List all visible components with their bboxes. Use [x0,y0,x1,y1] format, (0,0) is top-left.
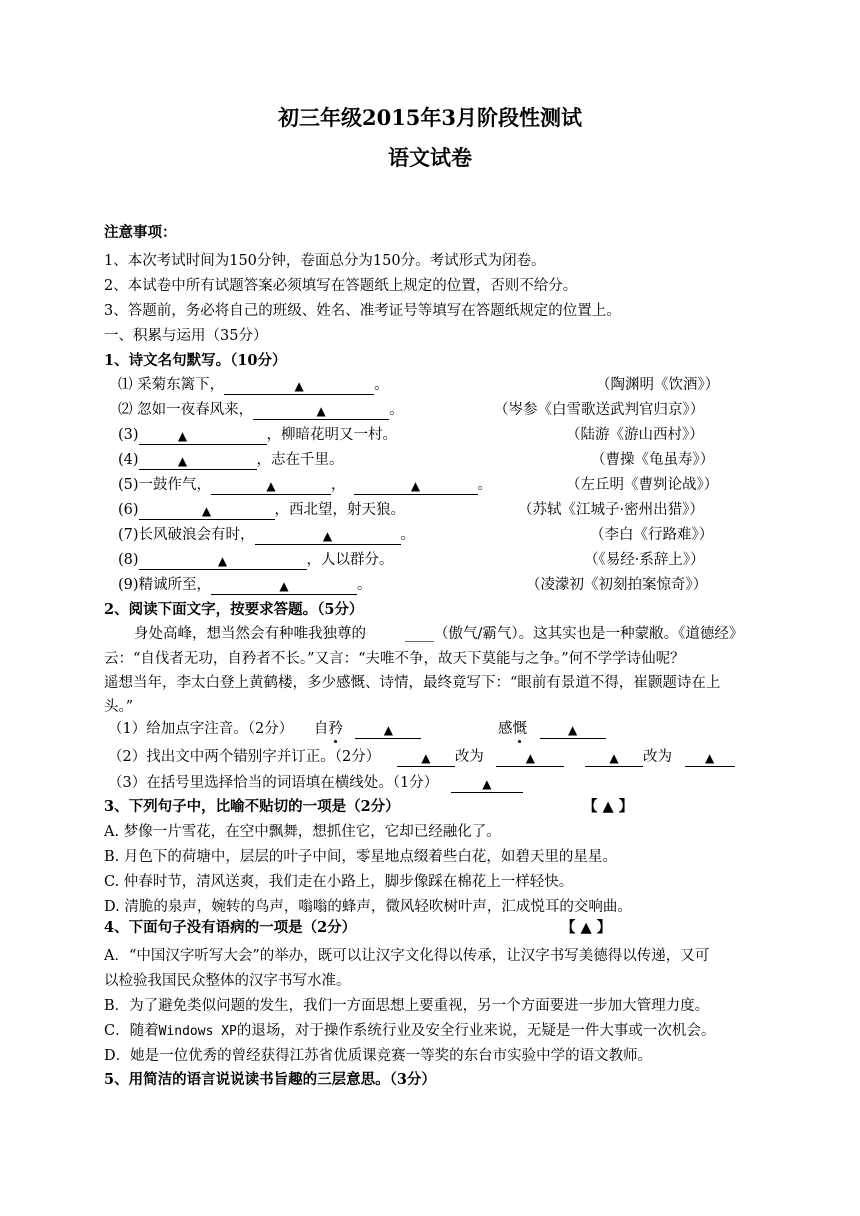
question-2-heading: 2、阅读下面文字，按要求答题。（5分） [104,601,364,618]
triangle-marker-icon: ▲ [316,404,326,418]
answer-blank[interactable] [211,476,331,495]
answer-bracket[interactable]: 【 ▲ 】 [561,919,612,936]
answer-blank[interactable] [397,748,455,767]
answer-blank[interactable] [255,526,401,545]
triangle-marker-icon: ▲ [410,479,421,493]
option-a: A．“中国汉字听写大会”的举办，既可以让汉字文化得以传承，让汉字书写美德得以传递，又可 [104,948,710,964]
triangle-marker-icon: ▲ [322,529,333,543]
triangle-marker-icon: ▲ [266,479,276,493]
option-d: D．她是一位优秀的曾经获得江苏省优质课竞赛一等奖的东台市实验中学的语文教师。 [104,1048,653,1064]
line-prefix: (7)长风破浪会有时， [118,527,255,543]
passage-line: 头。” [104,699,134,715]
passage-line: 身处高峰，想当然会有种唯我独尊的 [134,626,366,642]
triangle-marker-icon: ▲ [201,504,212,518]
passage-line: 云：“自伐者无功，自矜者不长。”又言：“夫唯不争，故天下莫能与之争。”何不学学诗仙呢？ [104,651,685,667]
notice-item: 1、本次考试时间为150分钟，卷面总分为150分。考试形式为闭卷。 [104,253,546,269]
subquestion-label: （1）给加点字注音。（2分） [108,721,294,737]
exam-subtitle: 语文试卷 [388,145,472,170]
answer-blank[interactable] [139,451,257,470]
option-c: C. 仲春时节，清风送爽，我们走在小路上，脚步像踩在棉花上一样轻快。 [104,874,574,890]
answer-blank[interactable] [211,576,357,595]
line-source: （曹操《龟虽寿》） [591,452,715,468]
triangle-marker-icon: ▲ [482,777,492,791]
subquestion-1: （1）给加点字注音。（2分） 自矜 ▲ 感慨 ▲ [108,719,606,739]
option-b: B. 月色下的荷塘中，层层的叶子中间，零星地点缀着些白花，如碧天里的星星。 [104,849,617,865]
answer-blank[interactable] [139,426,267,445]
dotted-char: 矜 [328,721,343,737]
triangle-marker-icon: ▲ [705,751,715,765]
answer-blank[interactable] [496,748,564,767]
answer-blank[interactable] [585,748,643,767]
section-heading: 一、积累与运用（35分） [104,328,268,344]
line-suffix: ，柳暗花明又一村。 [266,427,398,443]
line-prefix: (6) [118,502,139,518]
triangle-marker-icon: ▲ [177,429,188,443]
line-suffix: 。 [374,377,389,393]
line-prefix: ⑵ 忽如一夜春风来， [118,402,254,418]
answer-blank[interactable] [224,376,374,395]
exam-title: 初三年级2015年3月阶段性测试 [277,105,583,130]
answer-bracket[interactable]: 【 ▲ 】 [583,798,634,815]
triangle-marker-icon: ▲ [217,554,228,568]
question-3-heading: 3、下列句子中，比喻不贴切的一项是（2分） [104,798,400,815]
notice-item: 2、本试卷中所有试题答案必须填写在答题纸上规定的位置，否则不给分。 [104,278,578,294]
triangle-marker-icon: ▲ [383,723,394,737]
line-source: （陶渊明《饮酒》） [596,377,720,393]
line-prefix: ⑴ 采菊东篱下， [118,377,225,393]
triangle-marker-icon: ▲ [177,454,188,468]
answer-blank[interactable] [540,720,606,739]
line-suffix: 。 [477,477,493,493]
passage-line: 遥想当年，李太白登上黄鹤楼，多少感慨、诗情，最终竟写下：“眼前有景道不得，崔颢题诗在上 [104,675,721,691]
subquestion-2: （2）找出文中两个错别字并订正。（2分） ▲ 改为 ▲ ▲ 改为 ▲ [108,747,735,767]
line-suffix: ，西北望，射天狼。 [274,502,406,518]
triangle-marker-icon: ▲ [568,723,578,737]
line-prefix: (5)一鼓作气， [118,477,212,493]
answer-blank[interactable] [139,501,275,520]
option-c: C．随着Windows XP的退场，对于操作系统行业及安全行业来说，无疑是一件大事或一次机会。 [104,1023,716,1039]
line-source: （左丘明《曹刿论战》） [566,477,719,493]
recitation-line [118,425,397,445]
triangle-marker-icon: ▲ [421,751,431,765]
answer-blank[interactable] [451,774,523,793]
triangle-marker-icon: ▲ [525,751,536,765]
line-source: （李白《行路难》） [590,527,714,543]
recitation-line [118,500,405,520]
recitation-line [118,575,372,595]
recitation-line [118,525,415,545]
passage-line: ____（傲气/霸气）。这其实也是一种蒙敝。《道德经》 [405,626,744,642]
recitation-line [118,375,389,395]
option-b: B．为了避免类似问题的发生，我们一方面思想上要重视，另一个方面要进一步加大管理力度。 [104,998,710,1014]
option-a-cont: 以检验我国民众整体的汉字书写水准。 [104,973,351,989]
triangle-marker-icon: ▲ [294,379,304,393]
notice-item: 3、答题前，务必将自己的班级、姓名、准考证号等填写在答题纸规定的位置上。 [104,303,621,319]
subquestion-label: （2）找出文中两个错别字并订正。（2分） [108,749,381,765]
subquestion-3 [108,773,523,793]
line-source: （岑参《白雪歌送武判官归京》） [494,402,705,418]
line-suffix: ，人以群分。 [306,552,394,568]
line-mid: ， [331,477,346,493]
option-a: A. 梦像一片雪花，在空中飘舞，想抓住它，它却已经融化了。 [104,824,501,840]
recitation-line [118,450,344,470]
option-d: D. 清脆的泉声，婉转的鸟声，嗡嗡的蜂声，微风轻吹树叶声，汇成悦耳的交响曲。 [104,899,632,915]
notice-heading: 注意事项： [104,224,177,241]
answer-blank[interactable] [355,720,421,739]
dotted-char: 慨 [512,721,528,737]
answer-blank[interactable] [354,476,478,495]
question-4-heading: 4、下面句子没有语病的一项是（2分） [104,919,357,936]
line-prefix: (9)精诚所至， [118,577,212,593]
recitation-line [118,475,492,495]
line-prefix: (8) [118,552,139,568]
question-5-heading: 5、用简洁的语言说说读书旨趣的三层意思。（3分） [104,1071,436,1088]
line-prefix: (4) [118,452,139,468]
triangle-marker-icon: ▲ [279,579,289,593]
line-source: （苏轼《江城子·密州出猎》） [518,502,704,518]
recitation-line [118,400,404,420]
line-source: （凌濛初《初刻拍案惊奇》） [526,577,708,593]
line-suffix: ，志在千里。 [256,452,344,468]
answer-blank[interactable] [685,748,735,767]
triangle-marker-icon: ▲ [609,751,619,765]
line-prefix: (3) [118,427,139,443]
recitation-line [118,550,394,570]
question-1-heading: 1、诗文名句默写。（10分） [104,352,287,369]
line-suffix: 。 [400,527,416,543]
answer-blank[interactable] [139,551,307,570]
line-suffix: 。 [389,402,404,418]
answer-blank[interactable] [253,401,389,420]
subquestion-label: （3）在括号里选择恰当的词语填在横线处。（1分） [108,775,439,791]
line-suffix: 。 [357,577,372,593]
line-source: （《易经·系辞上》） [584,552,705,568]
line-source: （陆游《游山西村》） [566,427,704,443]
